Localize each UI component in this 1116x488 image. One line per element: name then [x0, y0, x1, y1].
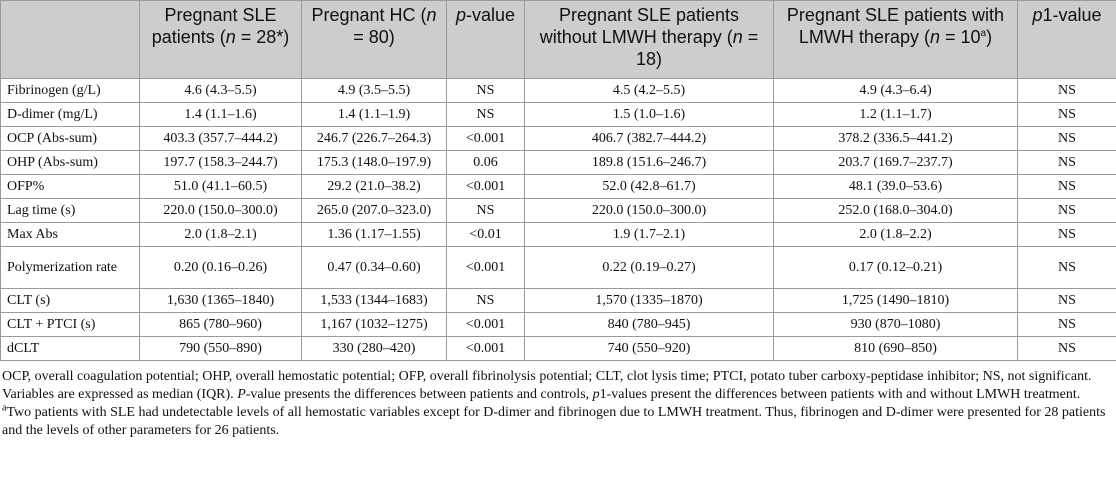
row-label: D-dimer (mg/L) [1, 103, 140, 127]
header-sle-patients: Pregnant SLE patients (n = 28*) [140, 1, 302, 79]
table-cell: 203.7 (169.7–237.7) [774, 151, 1018, 175]
row-label: CLT + PTCI (s) [1, 313, 140, 337]
statistics-note: Variables are expressed as median (IQR). P-value presents the differences between patients and controls, p1-values present the differences between patients with and without LMWH treatment. [2, 387, 1081, 402]
table-cell: 197.7 (158.3–244.7) [140, 151, 302, 175]
header-p-value: p-value [447, 1, 525, 79]
abbreviations-note: OCP, overall coagulation potential; OHP, overall hemostatic potential; OFP, overall fibrinolysis potential; CLT, clot lysis time; PTCI, potato tuber carboxy-peptidase inhibitor; NS, not significant. [2, 369, 1092, 384]
table-cell: 1,630 (1365–1840) [140, 289, 302, 313]
header-variable [1, 1, 140, 79]
table-cell: 0.17 (0.12–0.21) [774, 247, 1018, 289]
table-row [1, 199, 1116, 223]
table-cell: NS [1018, 103, 1116, 127]
table-cell: 1.2 (1.1–1.7) [774, 103, 1018, 127]
table-cell: 1,167 (1032–1275) [302, 313, 447, 337]
table-body [1, 79, 1116, 361]
header-p1-value: p1-value [1018, 1, 1116, 79]
table-footnotes [0, 361, 1116, 440]
table-row [1, 103, 1116, 127]
table-cell: 378.2 (336.5–441.2) [774, 127, 1018, 151]
table-cell: NS [1018, 247, 1116, 289]
table-cell: 52.0 (42.8–61.7) [525, 175, 774, 199]
table-cell: 0.06 [447, 151, 525, 175]
table-cell: NS [1018, 337, 1116, 361]
header-healthy-controls: Pregnant HC (n = 80) [302, 1, 447, 79]
table-cell: 0.20 (0.16–0.26) [140, 247, 302, 289]
row-label: CLT (s) [1, 289, 140, 313]
table-cell: 4.6 (4.3–5.5) [140, 79, 302, 103]
table-cell: <0.001 [447, 175, 525, 199]
table-row [1, 79, 1116, 103]
table-cell: 189.8 (151.6–246.7) [525, 151, 774, 175]
table-cell: NS [1018, 313, 1116, 337]
table-cell: 810 (690–850) [774, 337, 1018, 361]
table-cell: 2.0 (1.8–2.2) [774, 223, 1018, 247]
table-cell: 2.0 (1.8–2.1) [140, 223, 302, 247]
table-row [1, 289, 1116, 313]
table-cell: 1,570 (1335–1870) [525, 289, 774, 313]
table-cell: NS [1018, 127, 1116, 151]
table-cell: 1.9 (1.7–2.1) [525, 223, 774, 247]
table-cell: 4.5 (4.2–5.5) [525, 79, 774, 103]
table-cell: 406.7 (382.7–444.2) [525, 127, 774, 151]
table-cell: 1,725 (1490–1810) [774, 289, 1018, 313]
table-cell: 48.1 (39.0–53.6) [774, 175, 1018, 199]
table-cell: 175.3 (148.0–197.9) [302, 151, 447, 175]
table-row [1, 175, 1116, 199]
table-cell: NS [1018, 289, 1116, 313]
table-cell: NS [447, 199, 525, 223]
table-cell: 1.5 (1.0–1.6) [525, 103, 774, 127]
row-label: Fibrinogen (g/L) [1, 79, 140, 103]
table-cell: 865 (780–960) [140, 313, 302, 337]
table-cell: 220.0 (150.0–300.0) [525, 199, 774, 223]
table-cell: <0.001 [447, 337, 525, 361]
table-row [1, 313, 1116, 337]
table-cell: NS [447, 79, 525, 103]
table-cell: 330 (280–420) [302, 337, 447, 361]
table-cell: NS [1018, 151, 1116, 175]
table-cell: 0.22 (0.19–0.27) [525, 247, 774, 289]
row-label: dCLT [1, 337, 140, 361]
table-row [1, 151, 1116, 175]
table-cell: 29.2 (21.0–38.2) [302, 175, 447, 199]
row-label: OCP (Abs-sum) [1, 127, 140, 151]
table-cell: NS [447, 103, 525, 127]
table-cell: NS [1018, 199, 1116, 223]
table-cell: NS [447, 289, 525, 313]
header-row [1, 1, 1116, 79]
row-label: Max Abs [1, 223, 140, 247]
table-cell: 0.47 (0.34–0.60) [302, 247, 447, 289]
lmwh-footnote: $^a$Two patients with SLE had undetectable levels of all hemostatic variables except for D-dimer and fibrinogen due to LMWH treatment. Thus, fibrinogen and D-dimer were presented for 28 patients and the levels of other parameters for 26 patients. [2, 402, 1106, 438]
table-cell: 252.0 (168.0–304.0) [774, 199, 1018, 223]
table-cell: 740 (550–920) [525, 337, 774, 361]
table-cell: <0.001 [447, 247, 525, 289]
header-sle-with-lmwh: Pregnant SLE patients with LMWH therapy $(n = 10^a)$ [774, 1, 1018, 79]
table-row [1, 127, 1116, 151]
table-cell: 246.7 (226.7–264.3) [302, 127, 447, 151]
row-label: OHP (Abs-sum) [1, 151, 140, 175]
table-cell: <0.01 [447, 223, 525, 247]
table-cell: <0.001 [447, 127, 525, 151]
table-cell: 4.9 (4.3–6.4) [774, 79, 1018, 103]
table-row [1, 223, 1116, 247]
table-cell: 1.4 (1.1–1.6) [140, 103, 302, 127]
row-label: Polymerization rate [1, 247, 140, 289]
table-cell: 51.0 (41.1–60.5) [140, 175, 302, 199]
table-cell: 403.3 (357.7–444.2) [140, 127, 302, 151]
table-cell: 4.9 (3.5–5.5) [302, 79, 447, 103]
table-cell: <0.001 [447, 313, 525, 337]
table-cell: NS [1018, 79, 1116, 103]
table-cell: NS [1018, 223, 1116, 247]
row-label: Lag time (s) [1, 199, 140, 223]
table-cell: 1.4 (1.1–1.9) [302, 103, 447, 127]
table-cell: 265.0 (207.0–323.0) [302, 199, 447, 223]
table-cell: 1.36 (1.17–1.55) [302, 223, 447, 247]
row-label: OFP% [1, 175, 140, 199]
table-cell: NS [1018, 175, 1116, 199]
table-row [1, 337, 1116, 361]
table-cell: 1,533 (1344–1683) [302, 289, 447, 313]
table-cell: 220.0 (150.0–300.0) [140, 199, 302, 223]
header-sle-without-lmwh: Pregnant SLE patients without LMWH therapy (n = 18) [525, 1, 774, 79]
table-cell: 930 (870–1080) [774, 313, 1018, 337]
table-row [1, 247, 1116, 289]
table-cell: 790 (550–890) [140, 337, 302, 361]
table-cell: 840 (780–945) [525, 313, 774, 337]
